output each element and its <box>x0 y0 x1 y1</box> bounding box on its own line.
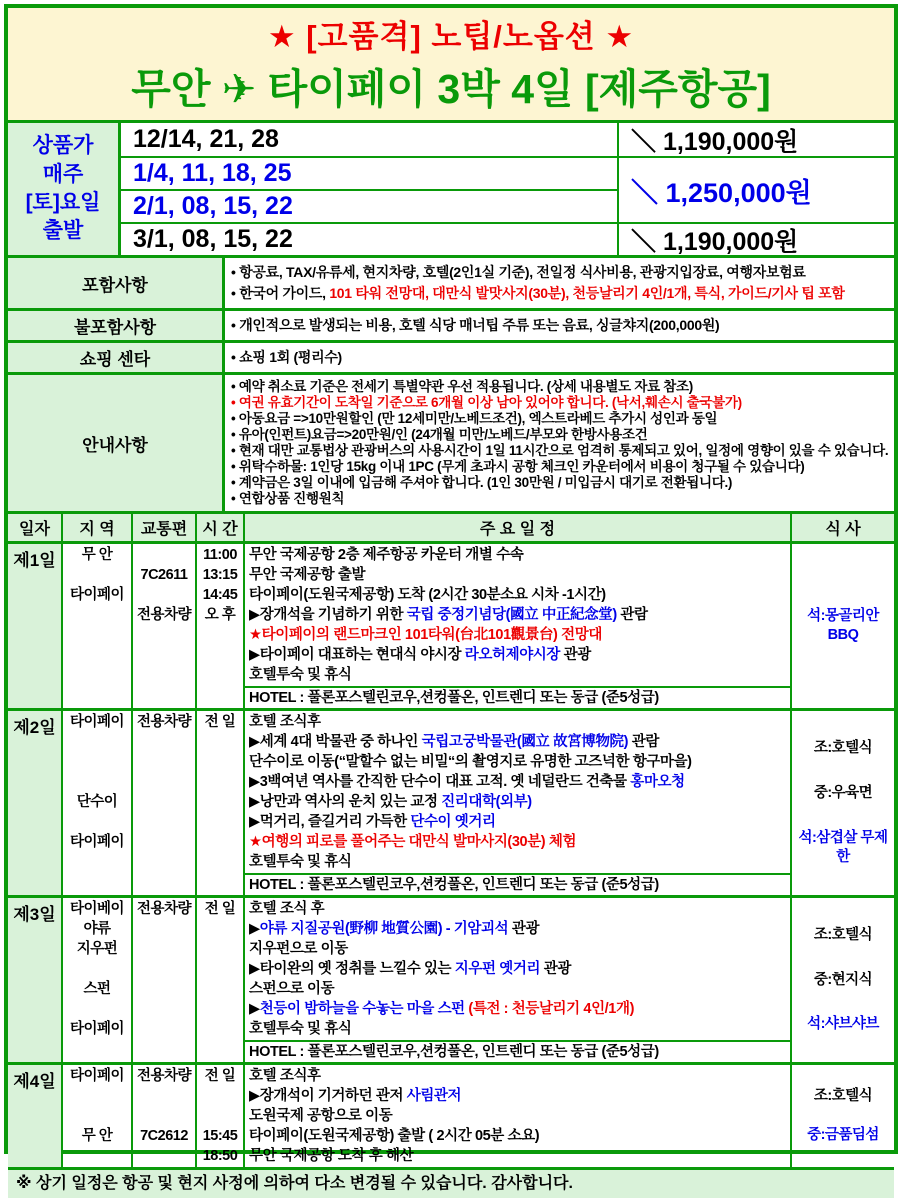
notice-label: 안내사항 <box>8 375 225 511</box>
day3-times <box>197 898 245 1062</box>
meal-line: 중:우육면 <box>813 785 873 801</box>
text-line <box>63 999 131 1019</box>
notice-content <box>225 375 894 511</box>
text-line <box>197 1086 243 1106</box>
departure-dates-row3: 2/1, 08, 15, 22 <box>121 189 617 222</box>
text-line: 18:50 <box>202 1148 238 1164</box>
header-meals: 식 사 <box>825 521 861 538</box>
shopping-row <box>8 340 894 372</box>
text-line: • 한국어 가이드, 101 타워 전망대, 대만식 발맛사지(30분), 천등날리기 4인/1개, 특식, 가이드/기사 팁 포함 <box>231 285 845 301</box>
meal-line: 조:호텔식 <box>813 740 873 756</box>
shopping-label: 쇼핑 센타 <box>8 343 225 372</box>
meal-line: 중:금품딤섬 <box>807 1127 879 1143</box>
text-line: 7C2611 <box>140 567 188 583</box>
text-line: 14:45 <box>202 587 238 603</box>
departure-dates-row2: 1/4, 11, 18, 25 <box>121 156 617 189</box>
text-line: 출발 <box>42 219 84 243</box>
excluded-items-row <box>8 308 894 340</box>
text-line: 무 안 <box>81 1128 113 1144</box>
header-time: 시 간 <box>197 514 245 541</box>
title-subtitle: ★ [고품격] 노팁/노옵션 ★ <box>267 19 635 54</box>
price-label-cell <box>8 123 121 255</box>
departure-dates-row4: 3/1, 08, 15, 22 <box>121 222 617 255</box>
departure-dates-row1: 12/14, 21, 28 <box>133 125 279 153</box>
header-transport: 교통편 <box>133 514 197 541</box>
text-line: ▶먹거리, 즐길거리 가득한 단수이 옛거리 <box>249 814 496 830</box>
text-line: • 아동요금 =>10만원할인 (만 12세미만/노베드조건), 엑스트라베드 추가시 성인과 동일 <box>231 411 718 426</box>
text-line <box>63 752 131 772</box>
text-line: • 쇼핑 1회 (평리수) <box>231 349 342 365</box>
notice-row <box>8 372 894 511</box>
text-line: 단수이 <box>76 794 118 810</box>
text-line <box>63 812 131 832</box>
text-line: 호텔투숙 및 휴식 <box>249 854 352 870</box>
header-region: 지 역 <box>63 514 133 541</box>
day3-schedule-cell <box>245 898 792 1062</box>
day1-times <box>197 544 245 708</box>
meal-line: 중:현지식 <box>813 971 873 988</box>
title-main: 무안 ✈ 타이페이 3박 4일 [제주항공] <box>131 66 771 112</box>
text-line: ★여행의 피로를 풀어주는 대만식 발마사지(30분) 체험 <box>249 834 577 850</box>
day4-label: 제4일 <box>8 1065 63 1167</box>
text-line <box>133 545 195 565</box>
day3-transport <box>133 898 197 1062</box>
day4-times <box>197 1065 245 1167</box>
text-line: 11:00 <box>203 547 237 563</box>
itinerary-header-row <box>8 511 894 541</box>
price-row2-3: ＼ 1,250,000원 <box>617 156 894 222</box>
excluded-items-label: 불포함사항 <box>8 311 225 340</box>
text-line: 호텔투숙 및 휴식 <box>249 667 352 683</box>
day1-label: 제1일 <box>8 544 63 708</box>
text-line <box>63 959 131 979</box>
day3-label: 제3일 <box>8 898 63 1062</box>
text-line: ▶타이완의 옛 정취를 느낄수 있는 지우펀 옛거리 관광 <box>249 961 571 977</box>
day2-label: 제2일 <box>8 711 63 895</box>
price-table <box>8 120 894 255</box>
day1-row <box>8 541 894 708</box>
day4-meals <box>792 1065 894 1167</box>
text-line: 무안 국제공항 출발 <box>249 567 366 583</box>
tour-itinerary-document <box>4 4 898 1192</box>
day4-row <box>8 1062 894 1167</box>
text-line: 호텔 조식후 <box>249 714 321 730</box>
day1-hotel: HOTEL : 풀론포스텔린코우,션컹풀온, 인트렌디 또는 동급 (준5성급) <box>245 686 790 708</box>
text-line: 전 일 <box>204 714 236 730</box>
text-line: • 여권 유효기간이 도착일 기준으로 6개월 이상 남아 있어야 합니다. (낙서,훼손시 출국불가) <box>231 395 742 410</box>
text-line: 야류 <box>83 921 111 937</box>
text-line <box>63 1106 131 1126</box>
text-line: • 계약금은 3일 이내에 입금해 주셔야 합니다. (1인 30만원 / 미입금시 대기로 전환됩니다.) <box>231 475 733 490</box>
text-line: 지우펀 <box>76 941 118 957</box>
day3-schedule <box>245 898 790 1040</box>
text-line: 무안 국제공항 2층 제주항공 카운터 개별 수속 <box>249 547 524 563</box>
excluded-items-content <box>225 311 894 340</box>
text-line: 타이페이 <box>69 587 125 603</box>
text-line: 전 일 <box>204 1068 236 1084</box>
text-line: 단수이로 이동(“말할수 없는 비밀“의 촬영지로 유명한 고즈넉한 항구마을) <box>249 754 692 770</box>
meal-line: 석:몽골리안 BBQ <box>807 608 879 643</box>
text-line: ▶천등이 밤하늘을 수놓는 마을 스펀 (특전 : 천등날리기 4인/1개) <box>249 1001 635 1017</box>
day3-meals <box>792 898 894 1062</box>
text-line: • 개인적으로 발생되는 비용, 호텔 식당 매너팁 주류 또는 음료, 싱글챠지(200,000원) <box>231 317 720 333</box>
text-line: 13:15 <box>202 567 238 583</box>
text-line <box>63 1086 131 1106</box>
text-line: ▶낭만과 역사의 운치 있는 교정 진리대학(외부) <box>249 794 532 810</box>
text-line: 타이페이(도원국제공항) 도착 (2시간 30분소요 시차 -1시간) <box>249 587 606 603</box>
day1-regions <box>63 544 133 708</box>
text-line: 전용차량 <box>136 714 192 730</box>
day2-row <box>8 708 894 895</box>
day1-transport <box>133 544 197 708</box>
day2-transport <box>133 711 197 895</box>
text-line: 호텔투숙 및 휴식 <box>249 1021 352 1037</box>
text-line: 지우펀으로 이동 <box>249 941 348 957</box>
day1-meals <box>792 544 894 708</box>
day2-times <box>197 711 245 895</box>
day2-schedule-cell <box>245 711 792 895</box>
text-line: ▶장개석이 기거하던 관저 사림관저 <box>249 1088 462 1104</box>
meal-line: 조:호텔식 <box>813 1088 873 1104</box>
text-line: 스펀 <box>83 981 111 997</box>
meal-line: 석:삼겹살 무제한 <box>798 830 888 865</box>
shopping-content <box>225 343 894 372</box>
text-line <box>63 565 131 585</box>
title-block <box>8 8 894 120</box>
included-items-row <box>8 255 894 308</box>
text-line <box>133 1106 195 1126</box>
included-items-content <box>225 258 894 308</box>
text-line: 호텔 조식후 <box>249 1068 321 1084</box>
text-line: 무 안 <box>81 547 113 563</box>
text-line: ★타이페이의 랜드마크인 101타워(台北101觀景台) 전망대 <box>249 627 602 643</box>
text-line: 타이페이 <box>69 714 125 730</box>
text-line: 전용차량 <box>136 1068 192 1084</box>
included-items-label: 포함사항 <box>8 258 225 308</box>
text-line: • 위탁수하물: 1인당 15kg 이내 1PC (무게 초과시 공항 체크인 카운터에서 비용이 청구될 수 있습니다) <box>231 459 805 474</box>
text-line: 오 후 <box>204 607 236 623</box>
text-line: 매주 <box>42 162 84 186</box>
day1-schedule-cell <box>245 544 792 708</box>
text-line: ▶타이페이 대표하는 현대식 야시장 라오허제야시장 관광 <box>249 647 591 663</box>
footer-note: ※ 상기 일정은 항공 및 현지 사정에 의하여 다소 변경될 수 있습니다. 감사합니다. <box>8 1167 894 1198</box>
text-line: 무안 국제공항 도착 후 해산 <box>249 1148 414 1164</box>
header-day: 일자 <box>8 514 63 541</box>
text-line: 타이페이(도원국제공항) 출발 ( 2시간 05분 소요) <box>249 1128 540 1144</box>
day2-meals <box>792 711 894 895</box>
day2-schedule <box>245 711 790 873</box>
text-line: 호텔 조식 후 <box>249 901 325 917</box>
text-line <box>197 1106 243 1126</box>
day3-regions <box>63 898 133 1062</box>
text-line <box>63 732 131 752</box>
text-line: 타이페이 <box>69 1068 125 1084</box>
day4-regions <box>63 1065 133 1167</box>
price-row1: ＼ 1,190,000원 <box>617 123 894 156</box>
text-line: 상품가 <box>32 134 94 158</box>
text-line: 도원국제 공항으로 이동 <box>249 1108 393 1124</box>
text-line: • 유아(인펀트)요금=>20만원/인 (24개월 미만/노베드/부모와 한방사용조건 <box>231 427 648 442</box>
text-line: [토]요일 <box>25 191 101 214</box>
text-line: 타이베이 <box>69 901 125 917</box>
text-line: • 항공료, TAX/유류세, 현지차량, 호텔(2인1실 기준), 전일정 식사비용, 관광지입장료, 여행자보험료 <box>231 264 806 280</box>
day4-schedule <box>245 1065 790 1167</box>
text-line: 스펀으로 이동 <box>249 981 335 997</box>
day3-hotel: HOTEL : 풀론포스텔린코우,션컹풀온, 인트렌디 또는 동급 (준5성급) <box>245 1040 790 1062</box>
day2-hotel: HOTEL : 풀론포스텔린코우,션컹풀온, 인트렌디 또는 동급 (준5성급) <box>245 873 790 895</box>
text-line: 타이페이 <box>69 834 125 850</box>
text-line: ▶야류 지질공원(野柳 地質公園) - 기암괴석 관광 <box>249 921 540 937</box>
meal-line: 조:호텔식 <box>813 926 873 943</box>
text-line: 15:45 <box>202 1128 238 1144</box>
price-grid <box>121 123 894 255</box>
text-line: • 예약 취소료 기준은 전세기 특별약관 우선 적용됩니다. (상세 내용별도 자료 참조) <box>231 379 693 394</box>
day4-transport <box>133 1065 197 1167</box>
text-line: ▶장개석을 기념하기 위한 국립 중정기념당(國立 中正紀念堂) 관람 <box>249 607 648 623</box>
day1-schedule <box>245 544 790 686</box>
text-line: 7C2612 <box>140 1128 188 1144</box>
text-line: • 연합상품 진행원칙 <box>231 491 345 506</box>
day4-schedule-cell <box>245 1065 792 1167</box>
text-line: • 현재 대만 교통법상 관광버스의 사용시간이 1일 11시간으로 엄격히 통제되고 있어, 일정에 영향이 있을 수 있습니다. <box>231 443 889 458</box>
meal-line: 석:샤브샤브 <box>807 1016 879 1033</box>
text-line: ▶세계 4대 박물관 중 하나인 국립고궁박물관(國立 故宮博物院) 관람 <box>249 734 659 750</box>
header-schedule: 주 요 일 정 <box>245 514 792 541</box>
text-line: 전용차량 <box>136 901 192 917</box>
day2-regions <box>63 711 133 895</box>
text-line: 전용차량 <box>136 607 192 623</box>
text-line: 전 일 <box>204 901 236 917</box>
text-line <box>63 772 131 792</box>
text-line: 타이페이 <box>69 1021 125 1037</box>
price-row4: ＼ 1,190,000원 <box>617 222 894 255</box>
text-line: ▶3백여년 역사를 간직한 단수이 대표 고적. 옛 네덜란드 건축물 홍마오청 <box>249 774 685 790</box>
day3-row <box>8 895 894 1062</box>
text-line <box>133 585 195 605</box>
text-line <box>133 1086 195 1106</box>
